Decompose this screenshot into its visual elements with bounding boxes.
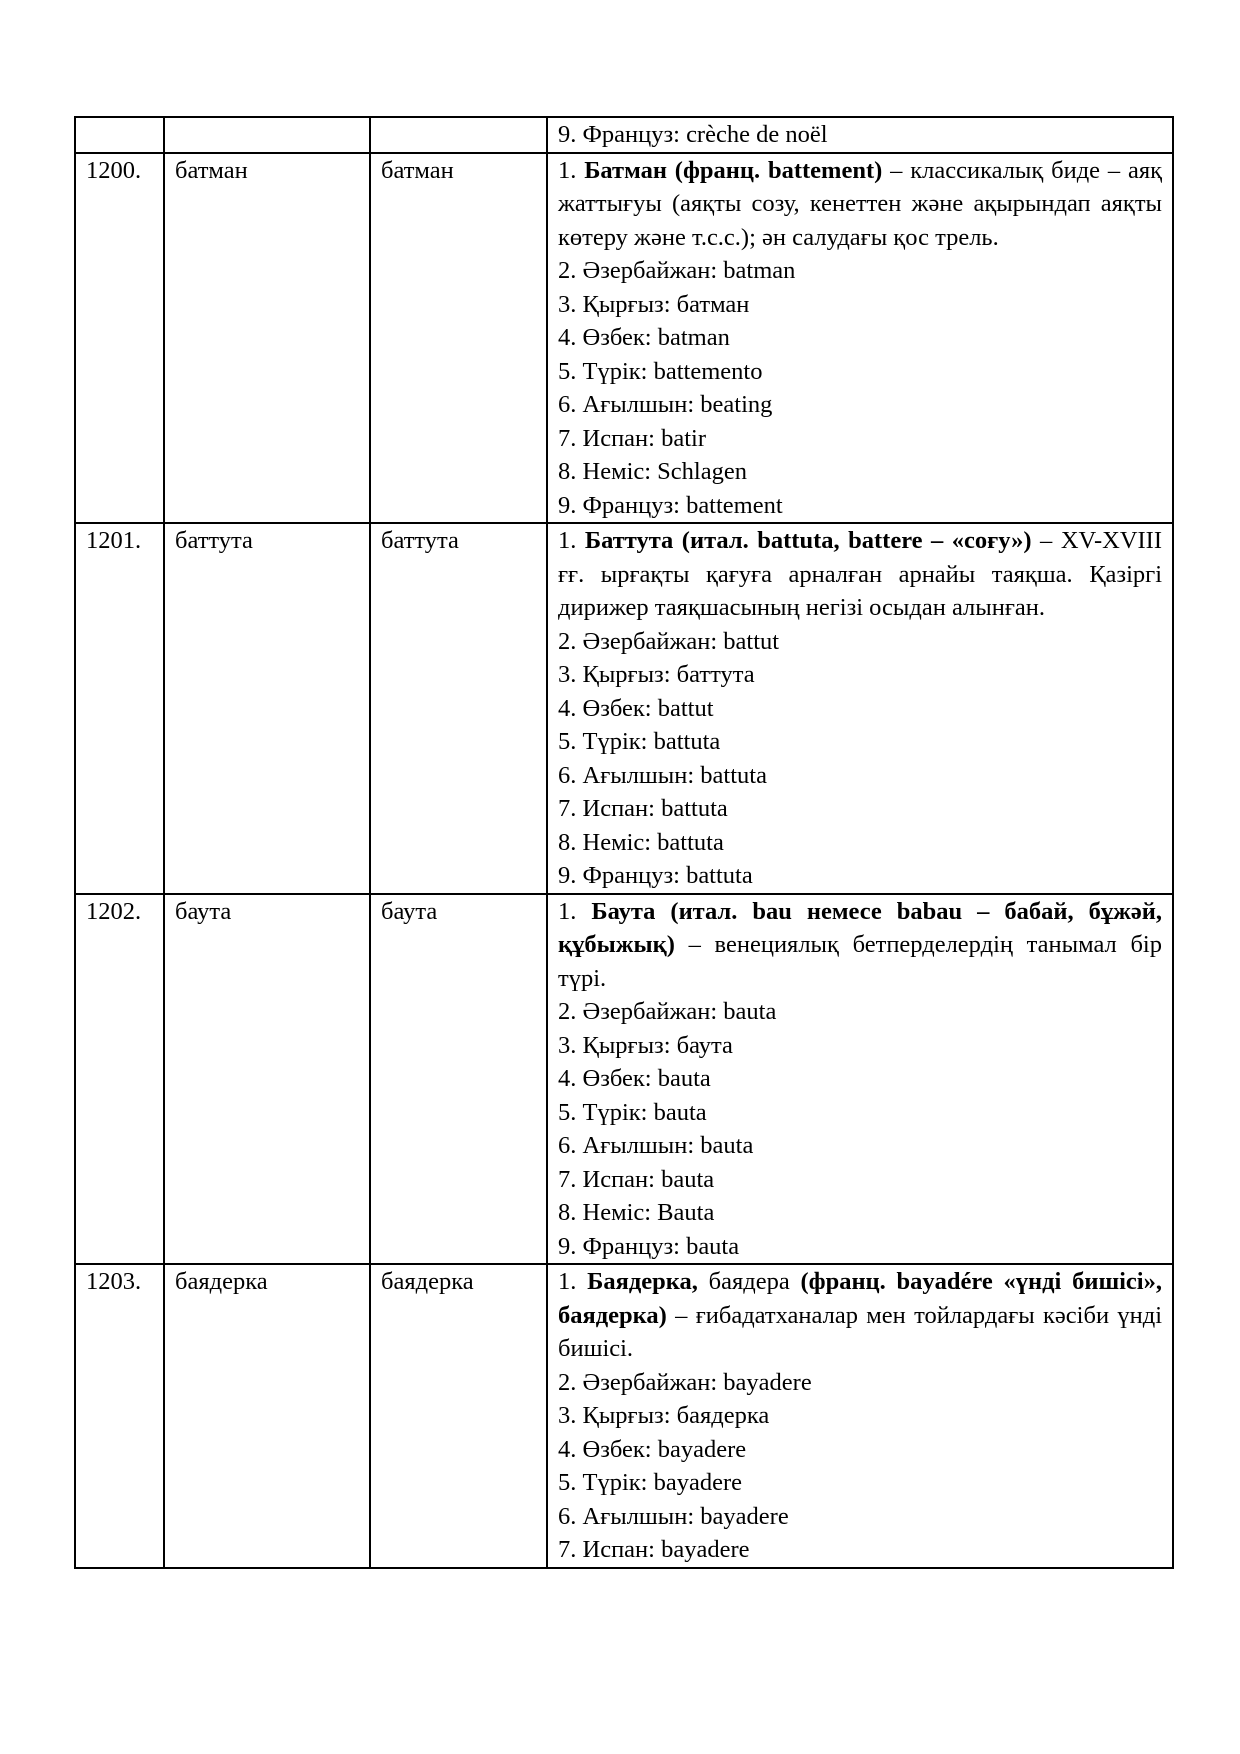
translation-line: 3. Қырғыз: баттута xyxy=(558,661,755,688)
translation-line: 9. Француз: crèche de noël xyxy=(558,121,828,148)
translation-line: 4. Өзбек: battut xyxy=(558,694,714,722)
table-row xyxy=(75,1264,1173,1568)
translation-line: 9. Француз: battement xyxy=(558,491,783,519)
entry-number: 1200. xyxy=(75,153,164,524)
translation-line: 6. Ағылшын: battuta xyxy=(558,761,767,789)
translation-line: 9. Француз: bauta xyxy=(558,1232,740,1260)
definition-variant: баядера xyxy=(697,1268,801,1295)
translation-line: 2. Әзербайжан: battut xyxy=(558,627,780,655)
entry-term: баядерка xyxy=(164,1264,370,1568)
translation-line: 4. Өзбек: bauta xyxy=(558,1065,711,1092)
translation-line: 2. Әзербайжан: batman xyxy=(558,257,796,284)
definition-text xyxy=(558,154,1162,255)
translation-line: 7. Испан: batir xyxy=(558,424,706,452)
translation-line: 3. Қырғыз: батман xyxy=(558,290,750,318)
definition-headword: Батман (франц. battement) xyxy=(584,156,883,184)
entry-number xyxy=(75,117,164,153)
definition-headword: Баута (итал. bau немесе babau – бабай, бұжәй, құбыжық) xyxy=(558,897,1162,958)
translation-line: 4. Өзбек: batman xyxy=(558,324,730,351)
entry-number: 1201. xyxy=(75,523,164,894)
translation-line: 6. Ағылшын: bauta xyxy=(558,1132,754,1159)
definition-body: – XV-XVIII ғғ. ырғақты қағуға арналған арнайы таяқша. Қазіргі дирижер таяқшасының негізі осыдан алынған. xyxy=(558,527,1162,621)
translation-line: 7. Испан: bauta xyxy=(558,1165,715,1193)
table-row xyxy=(75,153,1173,524)
definition-number: 1. xyxy=(558,527,585,554)
entry-kazakh-term: батман xyxy=(370,153,547,524)
dictionary-table-body xyxy=(75,117,1173,1568)
entry-kazakh-term: баядерка xyxy=(370,1264,547,1568)
entry-definition xyxy=(547,1264,1173,1568)
translation-line: 3. Қырғыз: баута xyxy=(558,1031,733,1059)
dictionary-table xyxy=(74,116,1174,1569)
definition-etymology: (франц. bayadére «үнді бишісі», баядерка) xyxy=(558,1268,1162,1329)
translation-line: 4. Өзбек: bayadere xyxy=(558,1435,747,1463)
definition-body: – ғибадатханалар мен тойлардағы кәсіби үнді бишісі. xyxy=(558,1301,1162,1362)
definition-headword: Баядерка, xyxy=(587,1268,698,1295)
entry-term: баттута xyxy=(164,523,370,894)
definition-text xyxy=(558,524,1162,625)
entry-definition xyxy=(547,894,1173,1265)
translation-line: 5. Түрік: bauta xyxy=(558,1098,707,1126)
translation-line: 2. Әзербайжан: bayadere xyxy=(558,1368,812,1396)
entry-definition xyxy=(547,117,1173,153)
dictionary-page xyxy=(74,116,1172,1569)
translation-line: 6. Ағылшын: beating xyxy=(558,391,773,418)
translation-line: 5. Түрік: bayadere xyxy=(558,1469,743,1496)
definition-body: – классикалық биде – аяқ жаттығуы (аяқты созу, кенеттен және ақырындап аяқты көтеру және т.с.с.); ән салудағы қос трель. xyxy=(558,156,1163,251)
translation-line: 8. Неміс: battuta xyxy=(558,828,724,856)
translation-line: 8. Неміс: Bauta xyxy=(558,1199,715,1226)
entry-kazakh-term xyxy=(370,117,547,153)
entry-term: баута xyxy=(164,894,370,1265)
entry-kazakh-term: баттута xyxy=(370,523,547,894)
entry-term xyxy=(164,117,370,153)
translation-line: 7. Испан: battuta xyxy=(558,795,728,822)
table-row xyxy=(75,523,1173,894)
definition-number: 1. xyxy=(558,1268,588,1295)
entry-kazakh-term: баута xyxy=(370,894,547,1265)
table-row xyxy=(75,894,1173,1265)
translation-line: 7. Испан: bayadere xyxy=(558,1536,750,1563)
entry-number: 1202. xyxy=(75,894,164,1265)
entry-definition xyxy=(547,523,1173,894)
entry-definition xyxy=(547,153,1173,524)
definition-headword: Баттута (итал. battuta, battere – «соғу») xyxy=(584,527,1032,554)
definition-text xyxy=(558,1265,1162,1366)
translation-line: 8. Неміс: Schlagen xyxy=(558,458,747,485)
translation-line: 9. Француз: battuta xyxy=(558,862,753,889)
table-row xyxy=(75,117,1173,153)
entry-term: батман xyxy=(164,153,370,524)
definition-number: 1. xyxy=(558,156,585,184)
translation-line: 5. Түрік: battuta xyxy=(558,728,721,755)
translation-line: 6. Ағылшын: bayadere xyxy=(558,1502,789,1530)
entry-number: 1203. xyxy=(75,1264,164,1568)
definition-number: 1. xyxy=(558,897,592,925)
translation-line: 2. Әзербайжан: bauta xyxy=(558,998,777,1025)
definition-text xyxy=(558,895,1162,996)
translation-line: 5. Түрік: battemento xyxy=(558,357,763,385)
translation-line: 3. Қырғыз: баядерка xyxy=(558,1402,770,1429)
definition-body: – венециялық бетперделердің танымал бір түрі. xyxy=(558,931,1162,992)
